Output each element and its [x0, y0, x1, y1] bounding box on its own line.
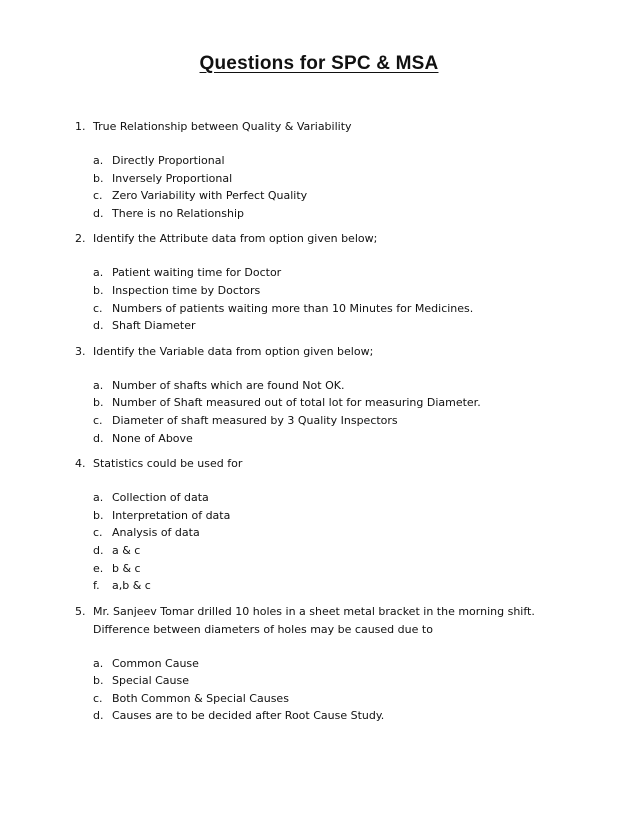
- option-list: [0, 377, 638, 447]
- option-item: [0, 264, 638, 282]
- option-text: Zero Variability with Perfect Quality: [112, 189, 308, 203]
- question-text: [0, 455, 638, 473]
- question-2: [0, 230, 638, 334]
- option-item: [0, 377, 638, 395]
- option-letter: d.: [93, 431, 104, 445]
- question-4: [0, 455, 638, 595]
- option-item: [0, 187, 638, 205]
- option-item: [0, 282, 638, 300]
- option-letter: b.: [93, 674, 104, 688]
- question-label: True Relationship between Quality & Variability: [93, 120, 352, 133]
- option-item: [0, 205, 638, 223]
- option-text: Collection of data: [112, 491, 209, 505]
- option-letter: d.: [93, 319, 104, 333]
- question-text: [0, 343, 638, 361]
- option-list: [0, 489, 638, 595]
- option-text: Common Cause: [112, 656, 199, 670]
- option-item: [0, 412, 638, 430]
- option-item: [0, 524, 638, 542]
- option-text: Patient waiting time for Doctor: [112, 266, 282, 280]
- option-letter: d.: [93, 709, 104, 723]
- question-text: [0, 118, 638, 136]
- option-letter: a.: [93, 656, 104, 670]
- question-3: [0, 343, 638, 447]
- option-item: [0, 300, 638, 318]
- option-text: a,b & c: [112, 579, 151, 593]
- question-5: [0, 603, 638, 725]
- option-letter: d.: [93, 543, 104, 557]
- option-text: Number of Shaft measured out of total lot for measuring Diameter.: [112, 396, 481, 410]
- option-item: [0, 655, 638, 673]
- option-text: There is no Relationship: [112, 206, 245, 220]
- option-text: b & c: [112, 561, 141, 575]
- question-number: 3.: [75, 344, 86, 358]
- option-item: [0, 170, 638, 188]
- question-text: [0, 230, 638, 248]
- question-list: [0, 118, 638, 733]
- option-text: Causes are to be decided after Root Cause Study.: [112, 709, 385, 723]
- option-item: [0, 489, 638, 507]
- option-text: Inversely Proportional: [112, 171, 233, 185]
- option-letter: f.: [93, 579, 100, 593]
- option-text: Shaft Diameter: [112, 319, 196, 333]
- option-text: Number of shafts which are found Not OK.: [112, 378, 345, 392]
- question-label: Identify the Variable data from option given below;: [93, 344, 374, 358]
- option-letter: c.: [93, 301, 103, 315]
- question-1: [0, 118, 638, 222]
- option-text: Diameter of shaft measured by 3 Quality Inspectors: [112, 413, 398, 427]
- option-letter: c.: [93, 189, 103, 203]
- option-text: Inspection time by Doctors: [112, 283, 261, 297]
- question-label: Statistics could be used for: [93, 457, 243, 471]
- option-letter: d.: [93, 206, 104, 220]
- option-letter: c.: [93, 413, 103, 427]
- option-letter: a.: [93, 378, 104, 392]
- option-letter: a.: [93, 266, 104, 280]
- question-label: Identify the Attribute data from option given below;: [93, 232, 378, 246]
- option-text: Analysis of data: [112, 526, 200, 540]
- page-title: Questions for SPC & MSA: [199, 53, 439, 74]
- option-letter: b.: [93, 171, 104, 185]
- question-text: [0, 603, 638, 639]
- option-letter: b.: [93, 508, 104, 522]
- option-list: [0, 264, 638, 334]
- option-text: Numbers of patients waiting more than 10 Minutes for Medicines.: [112, 301, 474, 315]
- option-letter: b.: [93, 396, 104, 410]
- question-number: 5.: [75, 604, 86, 618]
- option-letter: c.: [93, 691, 103, 705]
- option-letter: c.: [93, 526, 103, 540]
- option-text: Interpretation of data: [112, 508, 231, 522]
- option-letter: a.: [93, 491, 104, 505]
- option-letter: e.: [93, 561, 104, 575]
- option-item: [0, 690, 638, 708]
- option-text: Both Common & Special Causes: [112, 691, 289, 705]
- question-label: Mr. Sanjeev Tomar drilled 10 holes in a sheet metal bracket in the morning shift. Difference between diameters of holes may be caused due to: [93, 604, 535, 636]
- option-item: [0, 507, 638, 525]
- option-item: [0, 707, 638, 725]
- option-item: [0, 542, 638, 560]
- option-item: [0, 394, 638, 412]
- option-list: [0, 655, 638, 725]
- option-item: [0, 577, 638, 595]
- option-item: [0, 152, 638, 170]
- option-item: [0, 560, 638, 578]
- question-number: 1.: [75, 120, 86, 133]
- option-text: Special Cause: [112, 674, 190, 688]
- option-item: [0, 317, 638, 335]
- option-text: a & c: [112, 543, 141, 557]
- question-number: 4.: [75, 457, 86, 471]
- option-letter: b.: [93, 283, 104, 297]
- option-text: Directly Proportional: [112, 154, 225, 167]
- option-list: [0, 152, 638, 222]
- option-item: [0, 430, 638, 448]
- option-item: [0, 672, 638, 690]
- question-number: 2.: [75, 232, 86, 246]
- option-letter: a.: [93, 154, 104, 167]
- option-text: None of Above: [112, 431, 193, 445]
